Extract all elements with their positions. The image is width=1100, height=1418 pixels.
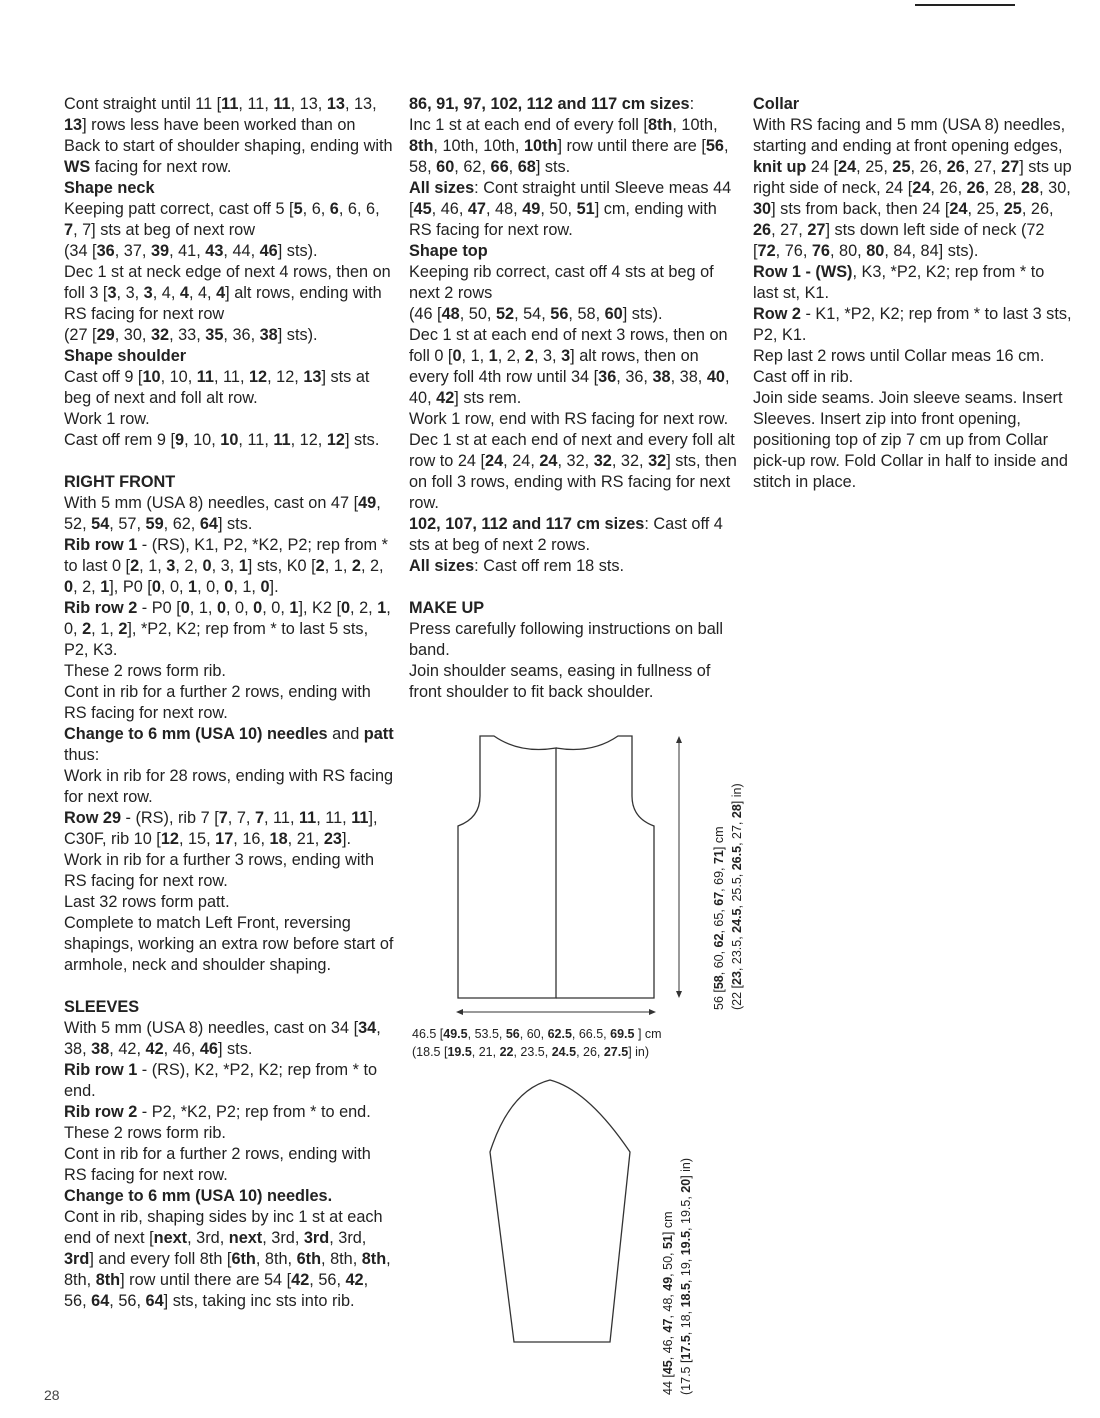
paragraph: Work 1 row. [64,410,150,428]
paragraph: All sizes: Cont straight until Sleeve meas 44 [45, 46, 47, 48, 49, 50, 51] cm, ending with RS facing for next row. [409,179,732,239]
page-number: 28 [44,1387,60,1403]
paragraph: Change to 6 mm (USA 10) needles and patt thus: [64,725,394,764]
paragraph: MAKE UP [409,599,485,617]
paragraph: With 5 mm (USA 8) needles, cast on 34 [34, 38, 38, 42, 42, 46, 46] sts. [64,1019,381,1058]
sleeve-schematic [490,1080,630,1342]
body-height-in: (22 [23, 23.5, 24.5, 25.5, 26.5, 27, 28] in) [730,783,744,1010]
paragraph: Keeping patt correct, cast off 5 [5, 6, 6, 6, 6, 7, 7] sts at beg of next row [64,200,380,239]
body-width-in: (18.5 [19.5, 21, 22, 23.5, 24.5, 26, 27.5] in) [412,1045,650,1059]
paragraph: Work 1 row, end with RS facing for next row. [409,410,729,428]
paragraph: Join shoulder seams, easing in fullness of front shoulder to fit back shoulder. [409,662,711,701]
paragraph: Dec 1 st at neck edge of next 4 rows, then on foll 3 [3, 3, 3, 4, 4, 4, 4] alt rows, ending with RS facing for next row [64,263,391,323]
paragraph: Cont straight until 11 [11, 11, 11, 13, 13, 13, 13] rows less have been worked than on Back to start of shoulder shaping, ending with WS facing for next row. [64,95,393,176]
paragraph: Rib row 2 - P0 [0, 1, 0, 0, 0, 0, 1], K2 [0, 2, 1, 0, 2, 1, 2], *P2, K2; rep from * to last 5 sts, P2, K3. [64,599,391,659]
paragraph: Rib row 2 - P2, *K2, P2; rep from * to end. [64,1103,371,1121]
paragraph: (46 [48, 50, 52, 54, 56, 58, 60] sts). [409,305,663,323]
body-width-cm: 46.5 [49.5, 53.5, 56, 60, 62.5, 66.5, 69.5 ] cm [412,1027,662,1041]
paragraph: Cont in rib for a further 2 rows, ending with RS facing for next row. [64,1145,371,1184]
sleeve-length-in: (17.5 [17.5, 18, 18.5, 19, 19.5, 19.5, 20] in) [679,1157,693,1395]
paragraph: Shape shoulder [64,347,187,365]
body-schematic [456,736,682,1015]
body-height-label [710,710,750,1010]
left-front-outline [458,736,556,998]
paragraph: RIGHT FRONT [64,473,176,491]
paragraph: Dec 1 st at each end of next and every foll alt row to 24 [24, 24, 24, 32, 32, 32, 32] sts, then on foll 3 rows, ending with RS facing for next row. [409,431,737,512]
paragraph: Keeping rib correct, cast off 4 sts at beg of next 2 rows [409,263,714,302]
paragraph: Last 32 rows form patt. [64,893,230,911]
paragraph: Change to 6 mm (USA 10) needles. [64,1187,333,1205]
sleeve-outline [490,1080,630,1342]
paragraph: Row 29 - (RS), rib 7 [7, 7, 7, 11, 11, 11, 11], C30F, rib 10 [12, 15, 17, 16, 18, 21, 23]. [64,809,378,848]
sleeve-length-cm: 44 [45, 46, 47, 48, 49, 50, 51] cm [661,1211,675,1395]
body-width-label [412,1025,752,1061]
paragraph: (27 [29, 30, 32, 33, 35, 36, 38] sts). [64,326,318,344]
paragraph: Join side seams. Join sleeve seams. Insert Sleeves. Insert zip into front opening, positioning top of zip 7 cm up from Collar pick-up row. Fold Collar in half to inside and stitch in place. [753,389,1068,491]
paragraph: 102, 107, 112 and 117 cm sizes: Cast off 4 sts at beg of next 2 rows. [409,515,723,554]
paragraph: Shape top [409,242,488,260]
paragraph: (34 [36, 37, 39, 41, 43, 44, 46] sts). [64,242,318,260]
paragraph: Work in rib for a further 3 rows, ending with RS facing for next row. [64,851,375,890]
paragraph: Collar [753,95,800,113]
sleeve-length-label [659,1095,699,1395]
paragraph: Rib row 1 - (RS), K2, *P2, K2; rep from * to end. [64,1061,378,1100]
paragraph: These 2 rows form rib. [64,1124,226,1142]
paragraph: These 2 rows form rib. [64,662,226,680]
paragraph: Complete to match Left Front, reversing shapings, working an extra row before start of armhole, neck and shoulder shaping. [64,914,394,974]
paragraph: Inc 1 st at each end of every foll [8th, 10th, 8th, 10th, 10th, 10th] row until there are [56, 58, 60, 62, 66, 68] sts. [409,116,729,176]
paragraph: 86, 91, 97, 102, 112 and 117 cm sizes: [409,95,695,113]
paragraph: Cast off in rib. [753,368,854,386]
paragraph: Dec 1 st at each end of next 3 rows, then on foll 0 [0, 1, 1, 2, 2, 3, 3] alt rows, then on every foll 4th row until 34 [36, 36, 38, 38, 40, 40, 42] sts rem. [409,326,730,407]
paragraph: SLEEVES [64,998,140,1016]
paragraph: Rep last 2 rows until Collar meas 16 cm. [753,347,1045,365]
paragraph: Row 2 - K1, *P2, K2; rep from * to last 3 sts, P2, K1. [753,305,1072,344]
paragraph: Cast off 9 [10, 10, 11, 11, 12, 12, 13] sts at beg of next and foll alt row. [64,368,370,407]
paragraph: Cont in rib for a further 2 rows, ending with RS facing for next row. [64,683,371,722]
paragraph: All sizes: Cast off rem 18 sts. [409,557,625,575]
paragraph: Press carefully following instructions on ball band. [409,620,724,659]
paragraph: Work in rib for 28 rows, ending with RS facing for next row. [64,767,394,806]
paragraph: Shape neck [64,179,155,197]
paragraph: Cast off rem 9 [9, 10, 10, 11, 11, 12, 12] sts. [64,431,380,449]
paragraph: Row 1 - (WS), K3, *P2, K2; rep from * to last st, K1. [753,263,1045,302]
paragraph: Cont in rib, shaping sides by inc 1 st at each end of next [next, 3rd, next, 3rd, 3rd, 3rd, 3rd] and every foll 8th [6th, 8th, 6th, 8th, 8th, 8th, 8th] row until there are 54 [42, 56, 42, 56, 64, 56, 64] sts, taking inc sts into rib. [64,1208,391,1310]
paragraph: With 5 mm (USA 8) needles, cast on 47 [49, 52, 54, 57, 59, 62, 64] sts. [64,494,381,533]
paragraph: Rib row 1 - (RS), K1, P2, *K2, P2; rep from * to last 0 [2, 1, 3, 2, 0, 3, 1] sts, K0 [2, 1, 2, 2, 0, 2, 1], P0 [0, 0, 1, 0, 0, 1, 0]. [64,536,388,596]
paragraph: With RS facing and 5 mm (USA 8) needles, starting and ending at front opening edges, knit up 24 [24, 25, 25, 26, 26, 27, 27] sts up right side of neck, 24 [24, 26, 26, 28, 28, 30, 30] sts from back, then 24 [24, 25, 25, 26, 26, 27, 27] sts down left side of neck (72 [72, 76, 76, 80, 80, 84, 84] sts). [753,116,1072,260]
body-height-cm: 56 [58, 60, 62, 65, 67, 69, 71] cm [712,826,726,1010]
right-front-outline [556,736,654,998]
